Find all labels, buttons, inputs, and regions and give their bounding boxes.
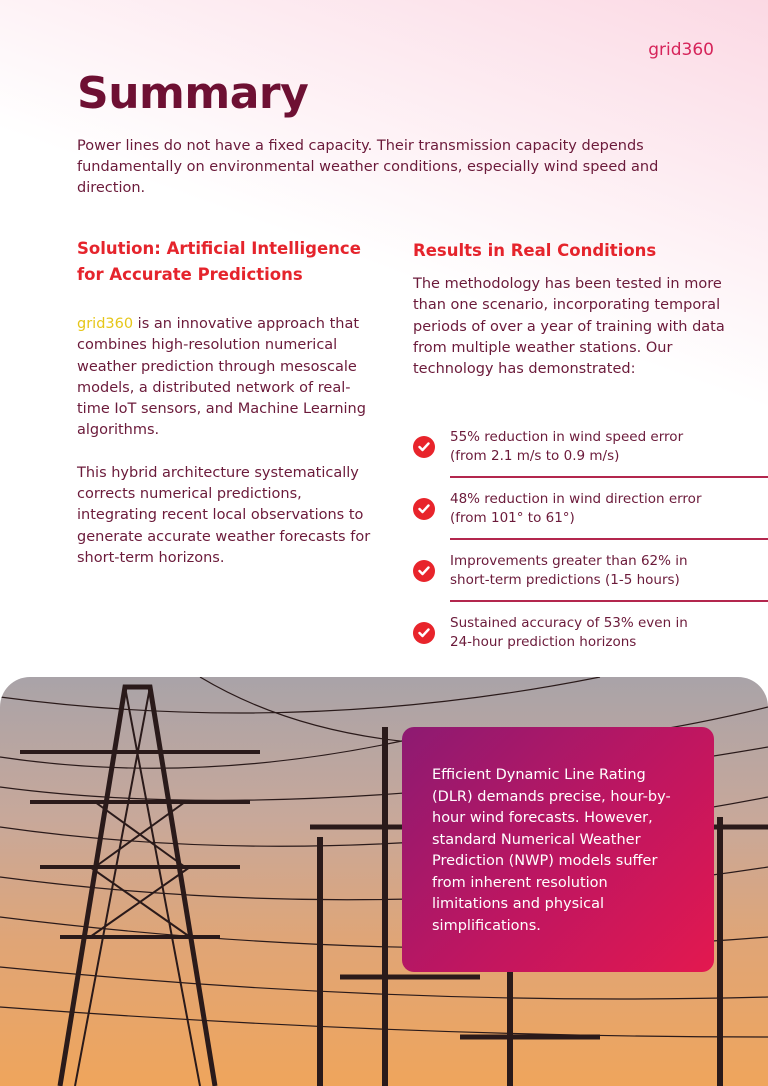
list-item-text: 55% reduction in wind speed error (from 2.1 m/s to 0.9 m/s) [450, 429, 684, 464]
list-item-text: Sustained accuracy of 53% even in 24-hour prediction horizons [450, 615, 688, 650]
results-list [413, 416, 768, 664]
check-circle-icon [413, 498, 435, 520]
list-item-text: 48% reduction in wind direction error (from 101° to 61°) [450, 491, 702, 526]
list-item [413, 478, 768, 540]
solution-heading: Solution: Artificial Intelligence for Accurate Predictions [77, 239, 361, 284]
results-heading: Results in Real Conditions [413, 241, 657, 260]
callout-card [402, 727, 714, 972]
intro-paragraph: Power lines do not have a fixed capacity. Their transmission capacity depends fundamentally on environmental weather conditions, especially wind speed and direction. [77, 138, 659, 196]
list-item [413, 540, 768, 602]
results-intro: The methodology has been tested in more than one scenario, incorporating temporal periods of over a year of training with data from multiple weather stations. Our technology has demonstrated: [413, 276, 725, 378]
solution-section [77, 236, 377, 569]
list-item-text: Improvements greater than 62% in short-term predictions (1-5 hours) [450, 553, 688, 588]
check-circle-icon [413, 560, 435, 582]
callout-text: Efficient Dynamic Line Rating (DLR) demands precise, hour-by-hour wind forecasts. However, standard Numerical Weather Prediction (NWP) models suffer from inherent resolution limitations and physical simplifications. [432, 767, 671, 934]
solution-paragraph-1 [77, 314, 377, 442]
results-section [413, 238, 733, 380]
solution-paragraph-2: This hybrid architecture systematically corrects numerical predictions, integrating recent local observations to generate accurate weather forecasts for short-term horizons. [77, 464, 371, 566]
check-circle-icon [413, 436, 435, 458]
list-item [413, 416, 768, 478]
brand-highlight: grid360 [77, 316, 134, 332]
brand-logo-text: grid360 [648, 40, 714, 60]
check-circle-icon [413, 622, 435, 644]
list-item [413, 602, 768, 664]
solution-paragraph-1-text: is an innovative approach that combines high-resolution numerical weather prediction through mesoscale models, a distributed network of real-time IoT sensors, and Machine Learning algorithms. [77, 316, 366, 439]
page-title: Summary [77, 68, 309, 119]
